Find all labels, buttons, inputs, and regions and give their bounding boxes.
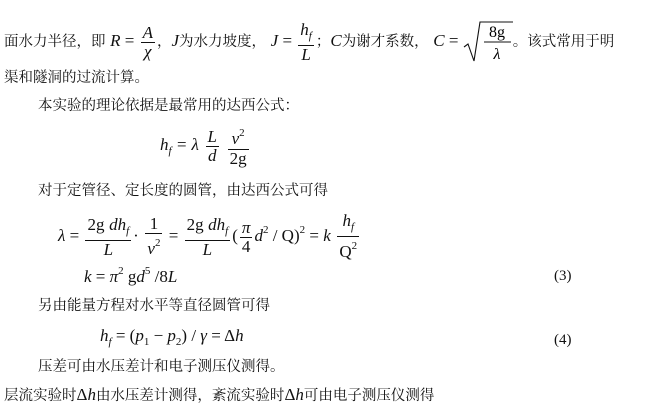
fraction-hf-over-Q2 — [337, 212, 359, 262]
fraction-1-over-v2 — [145, 215, 162, 259]
symbol-v: v — [231, 129, 240, 148]
numerator-1: 1 — [145, 215, 162, 234]
symbol-k: k — [84, 267, 92, 286]
equals-sign: = — [65, 226, 84, 245]
text-segment: 可由电子测压仪测得 — [303, 388, 435, 404]
subscript-f: f — [350, 221, 355, 233]
symbol-g: g — [123, 267, 137, 286]
superscript-2: 2 — [262, 224, 269, 236]
text-segment: ， — [156, 34, 172, 50]
left-paren: ( — [232, 226, 238, 245]
subscript-2: 2 — [175, 336, 182, 348]
denominator-4: 4 — [241, 236, 251, 256]
fraction-2gdhf-over-L-2 — [185, 216, 231, 259]
superscript-5: 5 — [144, 265, 151, 277]
symbol-gamma: γ — [200, 326, 207, 345]
k-equation — [84, 261, 177, 288]
equals-sign: = — [91, 267, 110, 286]
equation-number-3: (3) — [554, 268, 572, 284]
symbol-C: C — [433, 31, 445, 50]
superscript-2: 2 — [118, 265, 124, 277]
symbol-h: h — [342, 211, 351, 230]
symbol-J: J — [171, 31, 180, 50]
subscript-f: f — [126, 224, 130, 237]
subscript-f: f — [108, 336, 112, 348]
denominator-lambda: λ — [493, 46, 501, 63]
symbol-delta: Δ — [284, 385, 296, 404]
symbol-v: v — [147, 239, 155, 258]
symbol-h: h — [235, 326, 244, 345]
equation-number-4: (4) — [554, 332, 572, 348]
paragraph-line-5: 另由能量方程对水平等直径圆管可得 — [38, 298, 270, 314]
symbol-dh: dh — [208, 214, 226, 234]
equals-paren: = ( — [111, 326, 136, 345]
symbol-h: h — [160, 135, 169, 154]
equals-sign: = — [278, 31, 297, 50]
symbol-h: h — [100, 326, 109, 345]
text-segment: 为谢才系数， — [341, 34, 429, 50]
numerator-L: L — [207, 126, 217, 146]
superscript-2: 2 — [351, 240, 358, 252]
symbol-R: R — [110, 31, 121, 50]
denominator-2g: 2g — [229, 149, 247, 168]
text-segment: 面水力半径，即 — [4, 34, 106, 50]
paragraph-line-7 — [4, 385, 434, 406]
symbol-h: h — [300, 19, 309, 39]
symbol-C: C — [330, 31, 342, 50]
symbol-k: k — [323, 226, 331, 245]
subscript-f: f — [225, 224, 229, 237]
text-segment: 。该式常用于明 — [512, 34, 615, 50]
symbol-d: d — [136, 267, 145, 286]
over-Q: / Q) — [268, 226, 300, 245]
lambda-equation — [58, 206, 361, 261]
symbol-Q: Q — [339, 242, 352, 261]
symbol-h: h — [87, 385, 96, 404]
paragraph-line-2: 渠和隧洞的过流计算。 — [4, 70, 149, 86]
darcy-formula — [160, 120, 251, 170]
numerator-2g: 2g — [186, 214, 204, 234]
numerator-2g: 2g — [87, 214, 105, 234]
symbol-dh: dh — [109, 214, 127, 234]
denominator-L: L — [202, 239, 213, 259]
numerator-pi: π — [241, 217, 251, 237]
symbol-pi: π — [109, 267, 119, 286]
over-8: /8 — [150, 267, 168, 286]
dot-operator: · — [133, 226, 139, 245]
equals-sign: = — [305, 226, 324, 245]
numerator-A: A — [142, 22, 153, 42]
subscript-1: 1 — [143, 336, 150, 348]
sqrt-sign — [463, 20, 513, 64]
fraction-L-over-d — [206, 128, 219, 165]
hf-equation — [100, 326, 244, 352]
equals-lambda: = λ — [171, 135, 199, 154]
symbol-p: p — [135, 326, 144, 345]
denominator-L: L — [301, 44, 311, 64]
text-segment: ； — [315, 34, 331, 50]
fraction-2gdhf-over-L — [85, 216, 131, 259]
equals-sign: = — [444, 31, 463, 50]
symbol-h: h — [295, 385, 304, 404]
symbol-J: J — [270, 31, 279, 50]
sqrt-8g-over-lambda — [463, 20, 513, 64]
equals-delta: = Δ — [207, 326, 236, 345]
paragraph-line-6: 压差可由水压差计和电子测压仪测得。 — [38, 359, 285, 375]
symbol-p: p — [167, 326, 176, 345]
numerator-8g: 8g — [488, 24, 505, 41]
denominator-L: L — [103, 239, 114, 259]
superscript-2: 2 — [239, 127, 245, 139]
minus-sign: − — [149, 326, 168, 345]
text-segment: 由水压差计测得，紊流实验时 — [95, 388, 285, 404]
symbol-lambda: λ — [58, 226, 66, 245]
symbol-d: d — [254, 226, 263, 245]
subscript-f: f — [168, 145, 172, 157]
fraction-v2-over-2g — [228, 124, 249, 168]
equals-sign: = — [120, 31, 139, 50]
denominator-chi: χ — [144, 41, 152, 61]
symbol-delta: Δ — [76, 385, 88, 404]
text-segment: 层流实验时 — [4, 388, 77, 404]
denominator-d: d — [208, 145, 217, 165]
paragraph-line-1 — [4, 19, 615, 64]
superscript-2: 2 — [154, 237, 161, 249]
equals-sign: = — [164, 226, 183, 245]
superscript-2: 2 — [299, 224, 306, 236]
paragraph-line-3: 本实验的理论依据是最常用的达西公式： — [38, 98, 299, 114]
fraction-hf-over-L — [298, 21, 314, 64]
symbol-L: L — [167, 267, 178, 286]
subscript-f: f — [308, 29, 312, 42]
paragraph-line-4: 对于定管径、定长度的圆管，由达西公式可得 — [38, 183, 328, 199]
fraction-A-over-chi — [141, 24, 155, 61]
fraction-pi-over-4 — [240, 219, 253, 256]
text-segment: 为水力坡度， — [179, 34, 267, 50]
close-paren-slash: ) / — [181, 326, 201, 345]
